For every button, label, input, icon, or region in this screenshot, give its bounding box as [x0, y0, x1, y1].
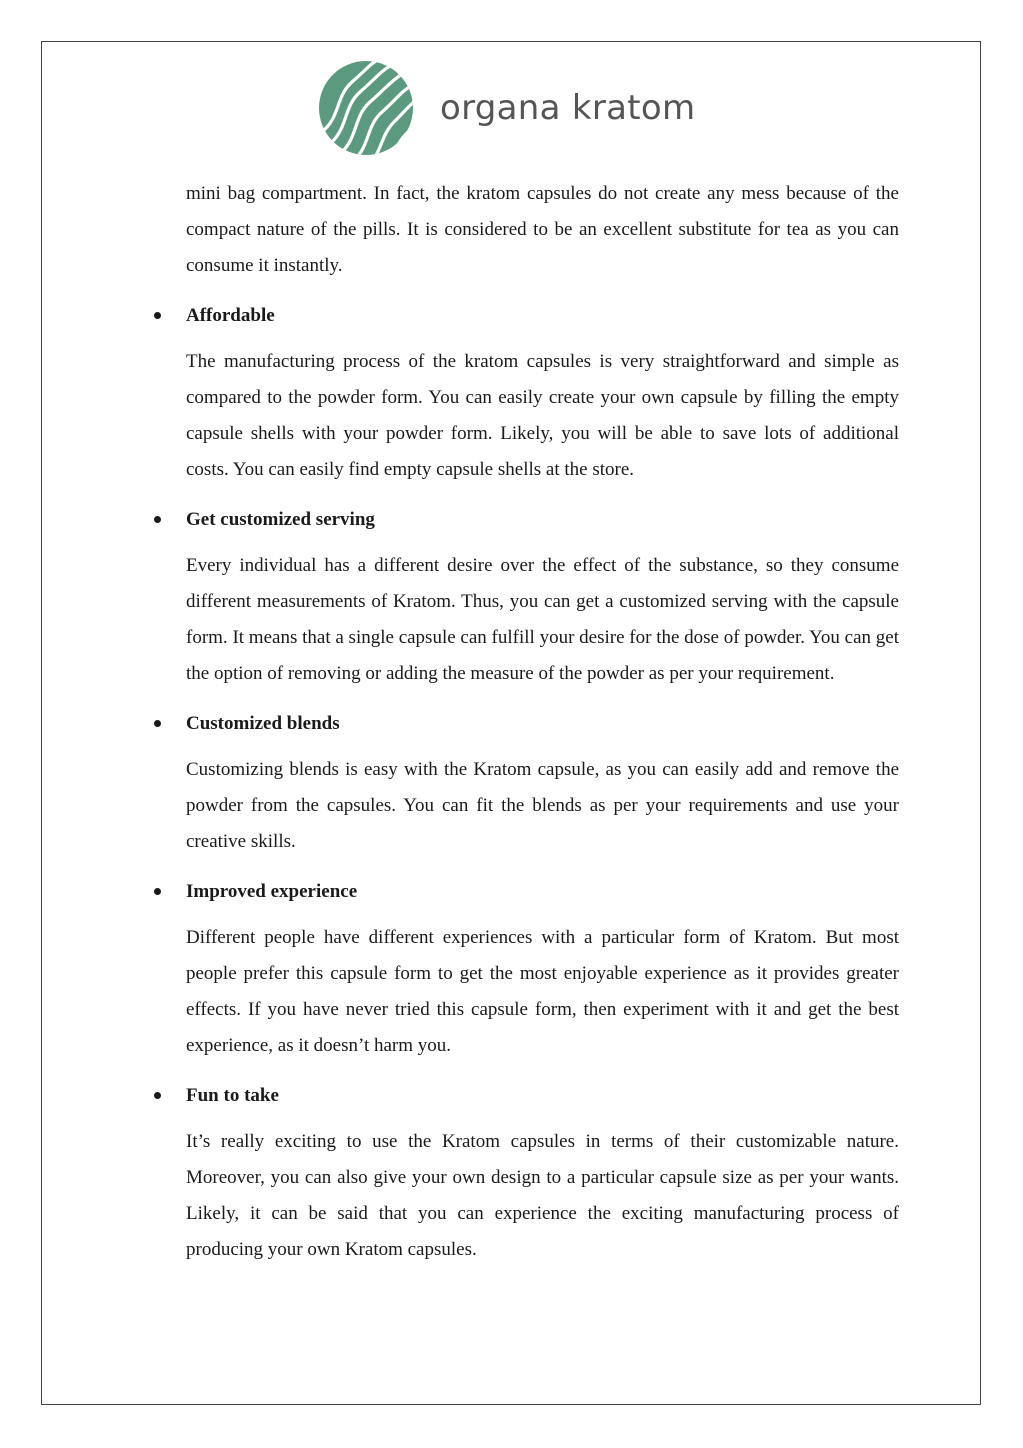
bullet-icon	[154, 720, 161, 727]
brand-name: organa kratom	[440, 88, 696, 128]
section-heading	[186, 1078, 899, 1114]
heading-text: Affordable	[186, 305, 275, 326]
section-heading	[186, 298, 899, 334]
section-paragraph: It’s really exciting to use the Kratom capsules in terms of their customizable nature. Moreover, you can also give your own design to a particular capsule size as per your wants. Likely, it can be said that you can experience the exciting manufacturing process of producing your own Kratom capsules.	[186, 1131, 899, 1260]
document-body	[186, 176, 899, 1268]
section-heading	[186, 706, 899, 742]
bullet-icon	[154, 1092, 161, 1099]
bullet-icon	[154, 312, 161, 319]
heading-text: Fun to take	[186, 1085, 279, 1106]
section-paragraph: Customizing blends is easy with the Kratom capsule, as you can easily add and remove the powder from the capsules. You can fit the blends as per your requirements and use your creative skills.	[186, 759, 899, 852]
section-heading	[186, 502, 899, 538]
section-heading	[186, 874, 899, 910]
section-paragraph: Different people have different experiences with a particular form of Kratom. But most people prefer this capsule form to get the most enjoyable experience as it provides greater effects. If you have never tried this capsule form, then experiment with it and get the best experience, as it doesn’t harm you.	[186, 927, 899, 1056]
heading-text: Get customized serving	[186, 509, 375, 530]
brand-logo	[318, 60, 695, 156]
bullet-icon	[154, 888, 161, 895]
bullet-icon	[154, 516, 161, 523]
intro-paragraph: mini bag compartment. In fact, the kratom capsules do not create any mess because of the compact nature of the pills. It is considered to be an excellent substitute for tea as you can consume it instantly.	[186, 183, 899, 276]
heading-text: Improved experience	[186, 881, 358, 902]
section-paragraph: The manufacturing process of the kratom capsules is very straightforward and simple as compared to the powder form. You can easily create your own capsule by filling the empty capsule shells with your powder form. Likely, you will be able to save lots of additional costs. You can easily find empty capsule shells at the store.	[186, 351, 899, 480]
heading-text: Customized blends	[186, 713, 340, 734]
leaf-logo-icon	[318, 60, 414, 156]
section-paragraph: Every individual has a different desire over the effect of the substance, so they consume different measurements of Kratom. Thus, you can get a customized serving with the capsule form. It means that a single capsule can fulfill your desire for the dose of powder. You can get the option of removing or adding the measure of the powder as per your requirement.	[186, 555, 899, 684]
